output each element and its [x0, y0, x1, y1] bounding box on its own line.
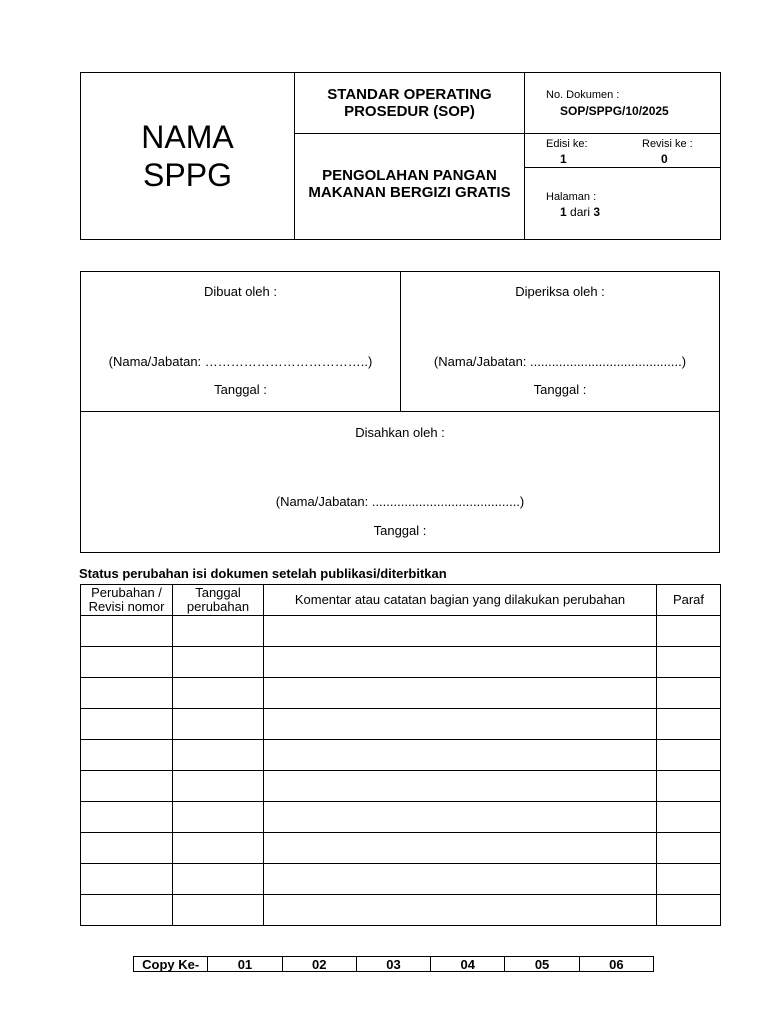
doc-number-label: No. Dokumen :: [546, 89, 620, 101]
initials-cell[interactable]: [657, 895, 721, 926]
page-total: 3: [593, 205, 601, 219]
revision-number-cell[interactable]: [81, 647, 173, 678]
status-section-title: Status perubahan isi dokumen setelah publikasi/diterbitkan: [79, 566, 447, 581]
comment-cell[interactable]: [264, 678, 657, 709]
organization-name-line1: NAMA: [141, 119, 234, 155]
revision-number-cell[interactable]: [81, 895, 173, 926]
header-meta: [525, 73, 720, 239]
made-by-cell: [81, 272, 401, 412]
initials-cell[interactable]: [657, 740, 721, 771]
approved-by-label: Disahkan oleh :: [355, 425, 445, 440]
made-by-name: (Nama/Jabatan: ………………………………..): [108, 354, 373, 369]
revision-number-cell[interactable]: [81, 616, 173, 647]
column-initials: [657, 585, 721, 616]
revision-table: [80, 584, 721, 926]
doc-number-value: SOP/SPPG/10/2025: [560, 104, 669, 118]
change-date-cell[interactable]: [173, 709, 264, 740]
table-row: [81, 771, 721, 802]
initials-cell[interactable]: [657, 802, 721, 833]
change-date-cell[interactable]: [173, 647, 264, 678]
initials-cell[interactable]: [657, 771, 721, 802]
column-initials-label: Paraf: [672, 592, 705, 607]
sop-heading-line2: PROSEDUR (SOP): [344, 103, 475, 120]
copy-number-03: 03: [356, 957, 430, 972]
change-date-cell[interactable]: [173, 802, 264, 833]
column-comment: [264, 585, 657, 616]
copy-number-02: 02: [282, 957, 356, 972]
comment-cell[interactable]: [264, 647, 657, 678]
approved-by-date: Tanggal :: [373, 523, 427, 538]
change-date-cell[interactable]: [173, 740, 264, 771]
table-row: [81, 895, 721, 926]
approval-block: [80, 271, 720, 553]
copy-number-04: 04: [431, 957, 505, 972]
revision-number-cell[interactable]: [81, 740, 173, 771]
checked-by-label: Diperiksa oleh :: [515, 284, 605, 299]
revision-number-cell[interactable]: [81, 802, 173, 833]
copy-number-01: 01: [208, 957, 282, 972]
change-date-cell[interactable]: [173, 895, 264, 926]
edition-revision-cell: [525, 134, 720, 168]
copy-number-row: [134, 957, 654, 972]
initials-cell[interactable]: [657, 833, 721, 864]
comment-cell[interactable]: [264, 709, 657, 740]
page-of: dari: [570, 205, 591, 219]
revision-number-cell[interactable]: [81, 771, 173, 802]
table-row: [81, 647, 721, 678]
page-cell: [525, 168, 720, 239]
copy-number-table: [133, 956, 654, 972]
comment-cell[interactable]: [264, 771, 657, 802]
comment-cell[interactable]: [264, 864, 657, 895]
table-row: [81, 802, 721, 833]
comment-cell[interactable]: [264, 616, 657, 647]
initials-cell[interactable]: [657, 647, 721, 678]
organization-name: [81, 73, 295, 239]
document-header: [80, 72, 721, 240]
column-change-date-line1: Tanggal: [195, 585, 241, 600]
revision-number-cell[interactable]: [81, 709, 173, 740]
page-indicator: [560, 205, 600, 219]
edition-label: Edisi ke:: [546, 138, 588, 150]
revision-number-cell[interactable]: [81, 864, 173, 895]
column-revision-number: [81, 585, 173, 616]
revision-value: 0: [661, 152, 668, 166]
page-label: Halaman :: [546, 191, 597, 203]
document-title-line1: PENGOLAHAN PANGAN: [322, 166, 497, 184]
column-change-date-line2: perubahan: [186, 599, 250, 614]
organization-name-line2: SPPG: [143, 157, 232, 193]
column-change-date: [173, 585, 264, 616]
change-date-cell[interactable]: [173, 864, 264, 895]
change-date-cell[interactable]: [173, 616, 264, 647]
table-row: [81, 833, 721, 864]
checked-by-name: (Nama/Jabatan: ..........................................): [433, 354, 687, 369]
revision-table-header: [81, 585, 721, 616]
revision-number-cell[interactable]: [81, 833, 173, 864]
checked-by-date: Tanggal :: [533, 382, 587, 397]
revision-number-cell[interactable]: [81, 678, 173, 709]
initials-cell[interactable]: [657, 678, 721, 709]
column-comment-label: Komentar atau catatan bagian yang dilakukan perubahan: [294, 592, 626, 607]
initials-cell[interactable]: [657, 864, 721, 895]
revision-label: Revisi ke :: [642, 138, 693, 150]
column-revision-number-line2: Revisi nomor: [88, 599, 165, 614]
made-by-label: Dibuat oleh :: [204, 284, 277, 299]
column-revision-number-line1: Perubahan /: [91, 585, 162, 600]
copy-number-05: 05: [505, 957, 579, 972]
comment-cell[interactable]: [264, 740, 657, 771]
table-row: [81, 678, 721, 709]
sop-heading-line1: STANDAR OPERATING: [327, 86, 492, 103]
table-row: [81, 740, 721, 771]
page-current: 1: [560, 205, 567, 219]
table-row: [81, 709, 721, 740]
change-date-cell[interactable]: [173, 833, 264, 864]
copy-label: Copy Ke-: [134, 957, 208, 972]
initials-cell[interactable]: [657, 616, 721, 647]
table-row: [81, 616, 721, 647]
initials-cell[interactable]: [657, 709, 721, 740]
change-date-cell[interactable]: [173, 771, 264, 802]
copy-number-06: 06: [579, 957, 653, 972]
approved-by-cell: [81, 412, 719, 552]
edition-value: 1: [560, 152, 567, 166]
document-title-line2: MAKANAN BERGIZI GRATIS: [308, 183, 511, 201]
revision-table-body: [81, 616, 721, 926]
comment-cell[interactable]: [264, 895, 657, 926]
doc-number-cell: [525, 73, 720, 134]
comment-cell[interactable]: [264, 802, 657, 833]
made-by-date: Tanggal :: [214, 382, 267, 397]
header-middle: [295, 73, 525, 239]
approved-by-name: (Nama/Jabatan: .........................................): [275, 494, 525, 509]
checked-by-cell: [401, 272, 719, 412]
document-title: [295, 134, 524, 239]
sop-heading: [295, 73, 524, 134]
change-date-cell[interactable]: [173, 678, 264, 709]
table-row: [81, 864, 721, 895]
comment-cell[interactable]: [264, 833, 657, 864]
